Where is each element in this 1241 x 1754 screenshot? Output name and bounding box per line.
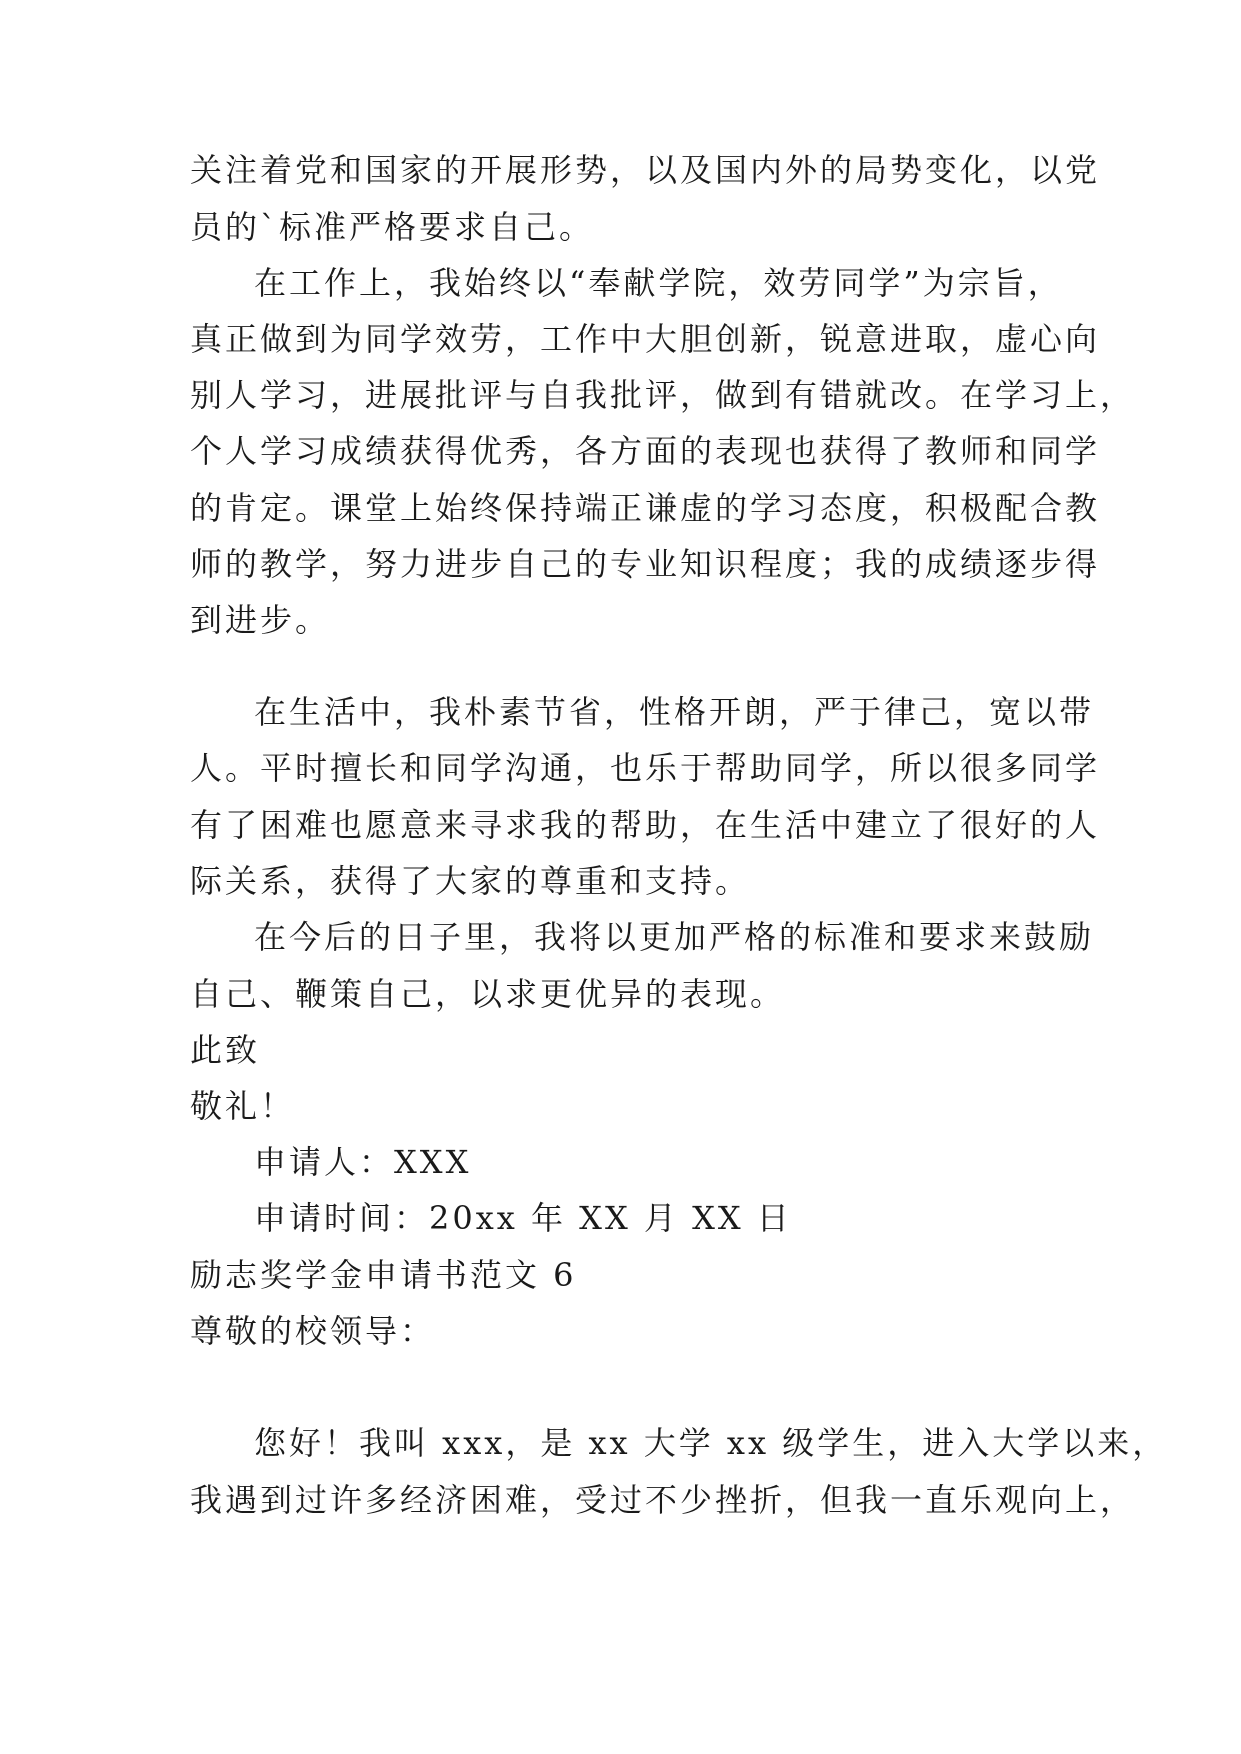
text-line: 人。平时擅长和同学沟通，也乐于帮助同学，所以很多同学 bbox=[190, 749, 1101, 787]
text-line: 别人学习，进展批评与自我批评，做到有错就改。在学习上， bbox=[190, 376, 1136, 414]
paragraph-start-line: 在工作上，我始终以“奉献学院，效劳同学”为宗旨， bbox=[254, 264, 1063, 302]
closing-respects: 敬礼！ bbox=[190, 1087, 296, 1125]
text-line: 师的教学，努力进步自己的专业知识程度；我的成绩逐步得 bbox=[190, 545, 1101, 583]
paragraph-start-line: 在今后的日子里，我将以更加严格的标准和要求来鼓励 bbox=[254, 918, 1095, 956]
text-line: 关注着党和国家的开展形势，以及国内外的局势变化，以党 bbox=[190, 151, 1101, 189]
paragraph-start-line: 在生活中，我朴素节省，性格开朗，严于律己，宽以带 bbox=[254, 693, 1095, 731]
text-line: 个人学习成绩获得优秀，各方面的表现也获得了教师和同学 bbox=[190, 432, 1101, 470]
text-line: 有了困难也愿意来寻求我的帮助，在生活中建立了很好的人 bbox=[190, 806, 1101, 844]
text-line: 我遇到过许多经济困难，受过不少挫折，但我一直乐观向上， bbox=[190, 1481, 1136, 1519]
text-line: 到进步。 bbox=[190, 601, 331, 639]
text-line: 员的`标准严格要求自己。 bbox=[190, 208, 595, 246]
section-title: 励志奖学金申请书范文 6 bbox=[190, 1256, 577, 1294]
closing-salutation: 此致 bbox=[190, 1031, 261, 1069]
application-date: 申请时间：20xx 年 XX 月 XX 日 bbox=[254, 1199, 792, 1237]
text-line: 际关系，获得了大家的尊重和支持。 bbox=[190, 862, 751, 900]
paragraph-start-line: 您好！我叫 xxx，是 xx 大学 xx 级学生，进入大学以来， bbox=[254, 1424, 1168, 1462]
text-line: 真正做到为同学效劳，工作中大胆创新，锐意进取，虚心向 bbox=[190, 320, 1101, 358]
text-line: 自己、鞭策自己，以求更优异的表现。 bbox=[190, 975, 786, 1013]
greeting: 尊敬的校领导： bbox=[190, 1312, 436, 1350]
applicant-name: 申请人：XXX bbox=[254, 1143, 472, 1181]
text-line: 的肯定。课堂上始终保持端正谦虚的学习态度，积极配合教 bbox=[190, 489, 1101, 527]
